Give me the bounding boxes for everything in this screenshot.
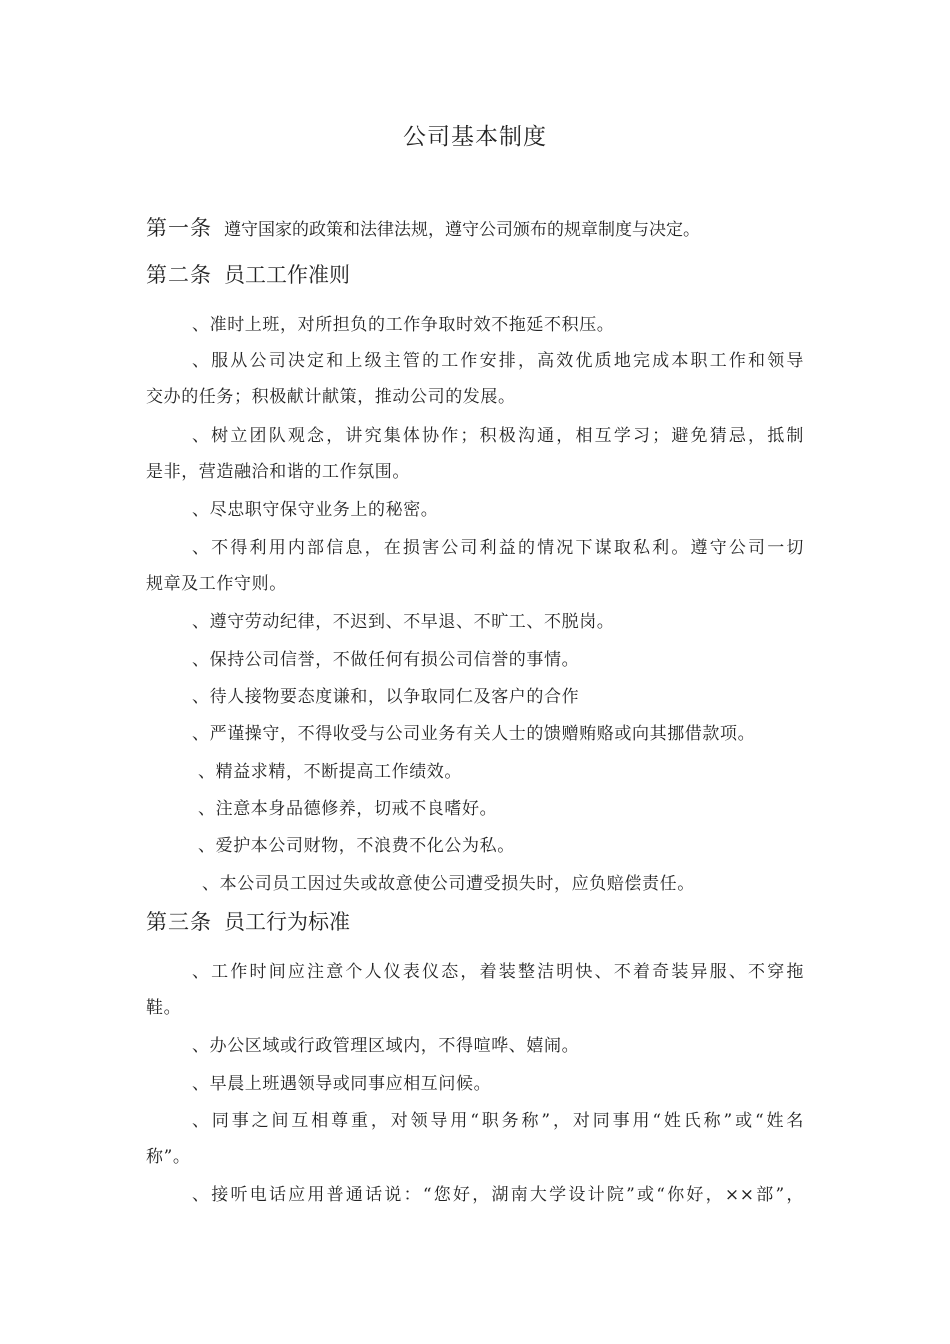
article-2-item-5-cont: 规章及工作守则。 [146, 574, 287, 594]
article-2-item-4: 、尽忠职守保守业务上的秘密。 [192, 500, 439, 520]
article-3-item-1: 、工作时间应注意个人仪表仪态，着装整洁明快、不着奇装异服、不穿拖 [192, 962, 804, 982]
article-2-item-3-cont: 是非，营造融洽和谐的工作氛围。 [146, 462, 410, 482]
article-3-number: 第三条 [146, 910, 212, 934]
article-2-item-13: 、本公司员工因过失或故意使公司遭受损失时，应负赔偿责任。 [202, 874, 695, 894]
article-2-title: 员工工作准则 [224, 263, 350, 287]
article-2-item-2-cont: 交办的任务；积极献计献策，推动公司的发展。 [146, 387, 516, 407]
article-2-item-8: 、待人接物要态度谦和，以争取同仁及客户的合作 [192, 687, 580, 707]
article-2-item-9: 、严谨操守，不得收受与公司业务有关人士的馈赠贿赂或向其挪借款项。 [192, 724, 756, 744]
article-3-item-1-cont: 鞋。 [146, 998, 182, 1018]
article-2-number: 第二条 [146, 263, 212, 287]
article-1-heading: 第一条 [146, 216, 212, 240]
article-2-item-6: 、遵守劳动纪律，不迟到、不早退、不旷工、不脱岗。 [192, 612, 615, 632]
article-2-item-5: 、不得利用内部信息，在损害公司利益的情况下谋取私利。遵守公司一切 [192, 538, 804, 558]
document-title: 公司基本制度 [403, 124, 547, 150]
article-1 [146, 212, 700, 242]
article-3-heading [146, 906, 350, 936]
article-3-item-4-cont: 称”。 [146, 1147, 191, 1167]
article-2-heading [146, 259, 350, 289]
article-3-title: 员工行为标准 [224, 910, 350, 934]
article-2-item-12: 、爱护本公司财物，不浪费不化公为私。 [198, 836, 515, 856]
article-3-item-2: 、办公区域或行政管理区域内，不得喧哗、嬉闹。 [192, 1036, 580, 1056]
article-2-item-10: 、精益求精，不断提高工作绩效。 [198, 762, 462, 782]
article-2-item-11: 、注意本身品德修养，切戒不良嗜好。 [198, 799, 498, 819]
article-3-item-5: 、接听电话应用普通话说：“您好，湖南大学设计院”或“你好，××部”， [192, 1185, 804, 1205]
article-2-item-7: 、保持公司信誉，不做任何有损公司信誉的事情。 [192, 650, 580, 670]
article-3-item-3: 、早晨上班遇领导或同事应相互问候。 [192, 1074, 492, 1094]
article-2-item-1: 、准时上班，对所担负的工作争取时效不拖延不积压。 [192, 315, 615, 335]
article-2-item-3: 、树立团队观念，讲究集体协作；积极沟通，相互学习；避免猜忌，抵制 [192, 426, 804, 446]
article-3-item-4: 、同事之间互相尊重，对领导用“职务称”，对同事用“姓氏称”或“姓名 [192, 1111, 804, 1131]
article-1-text: 遵守国家的政策和法律法规，遵守公司颁布的规章制度与决定。 [224, 220, 700, 240]
article-2-item-2: 、服从公司决定和上级主管的工作安排，高效优质地完成本职工作和领导 [192, 351, 804, 371]
